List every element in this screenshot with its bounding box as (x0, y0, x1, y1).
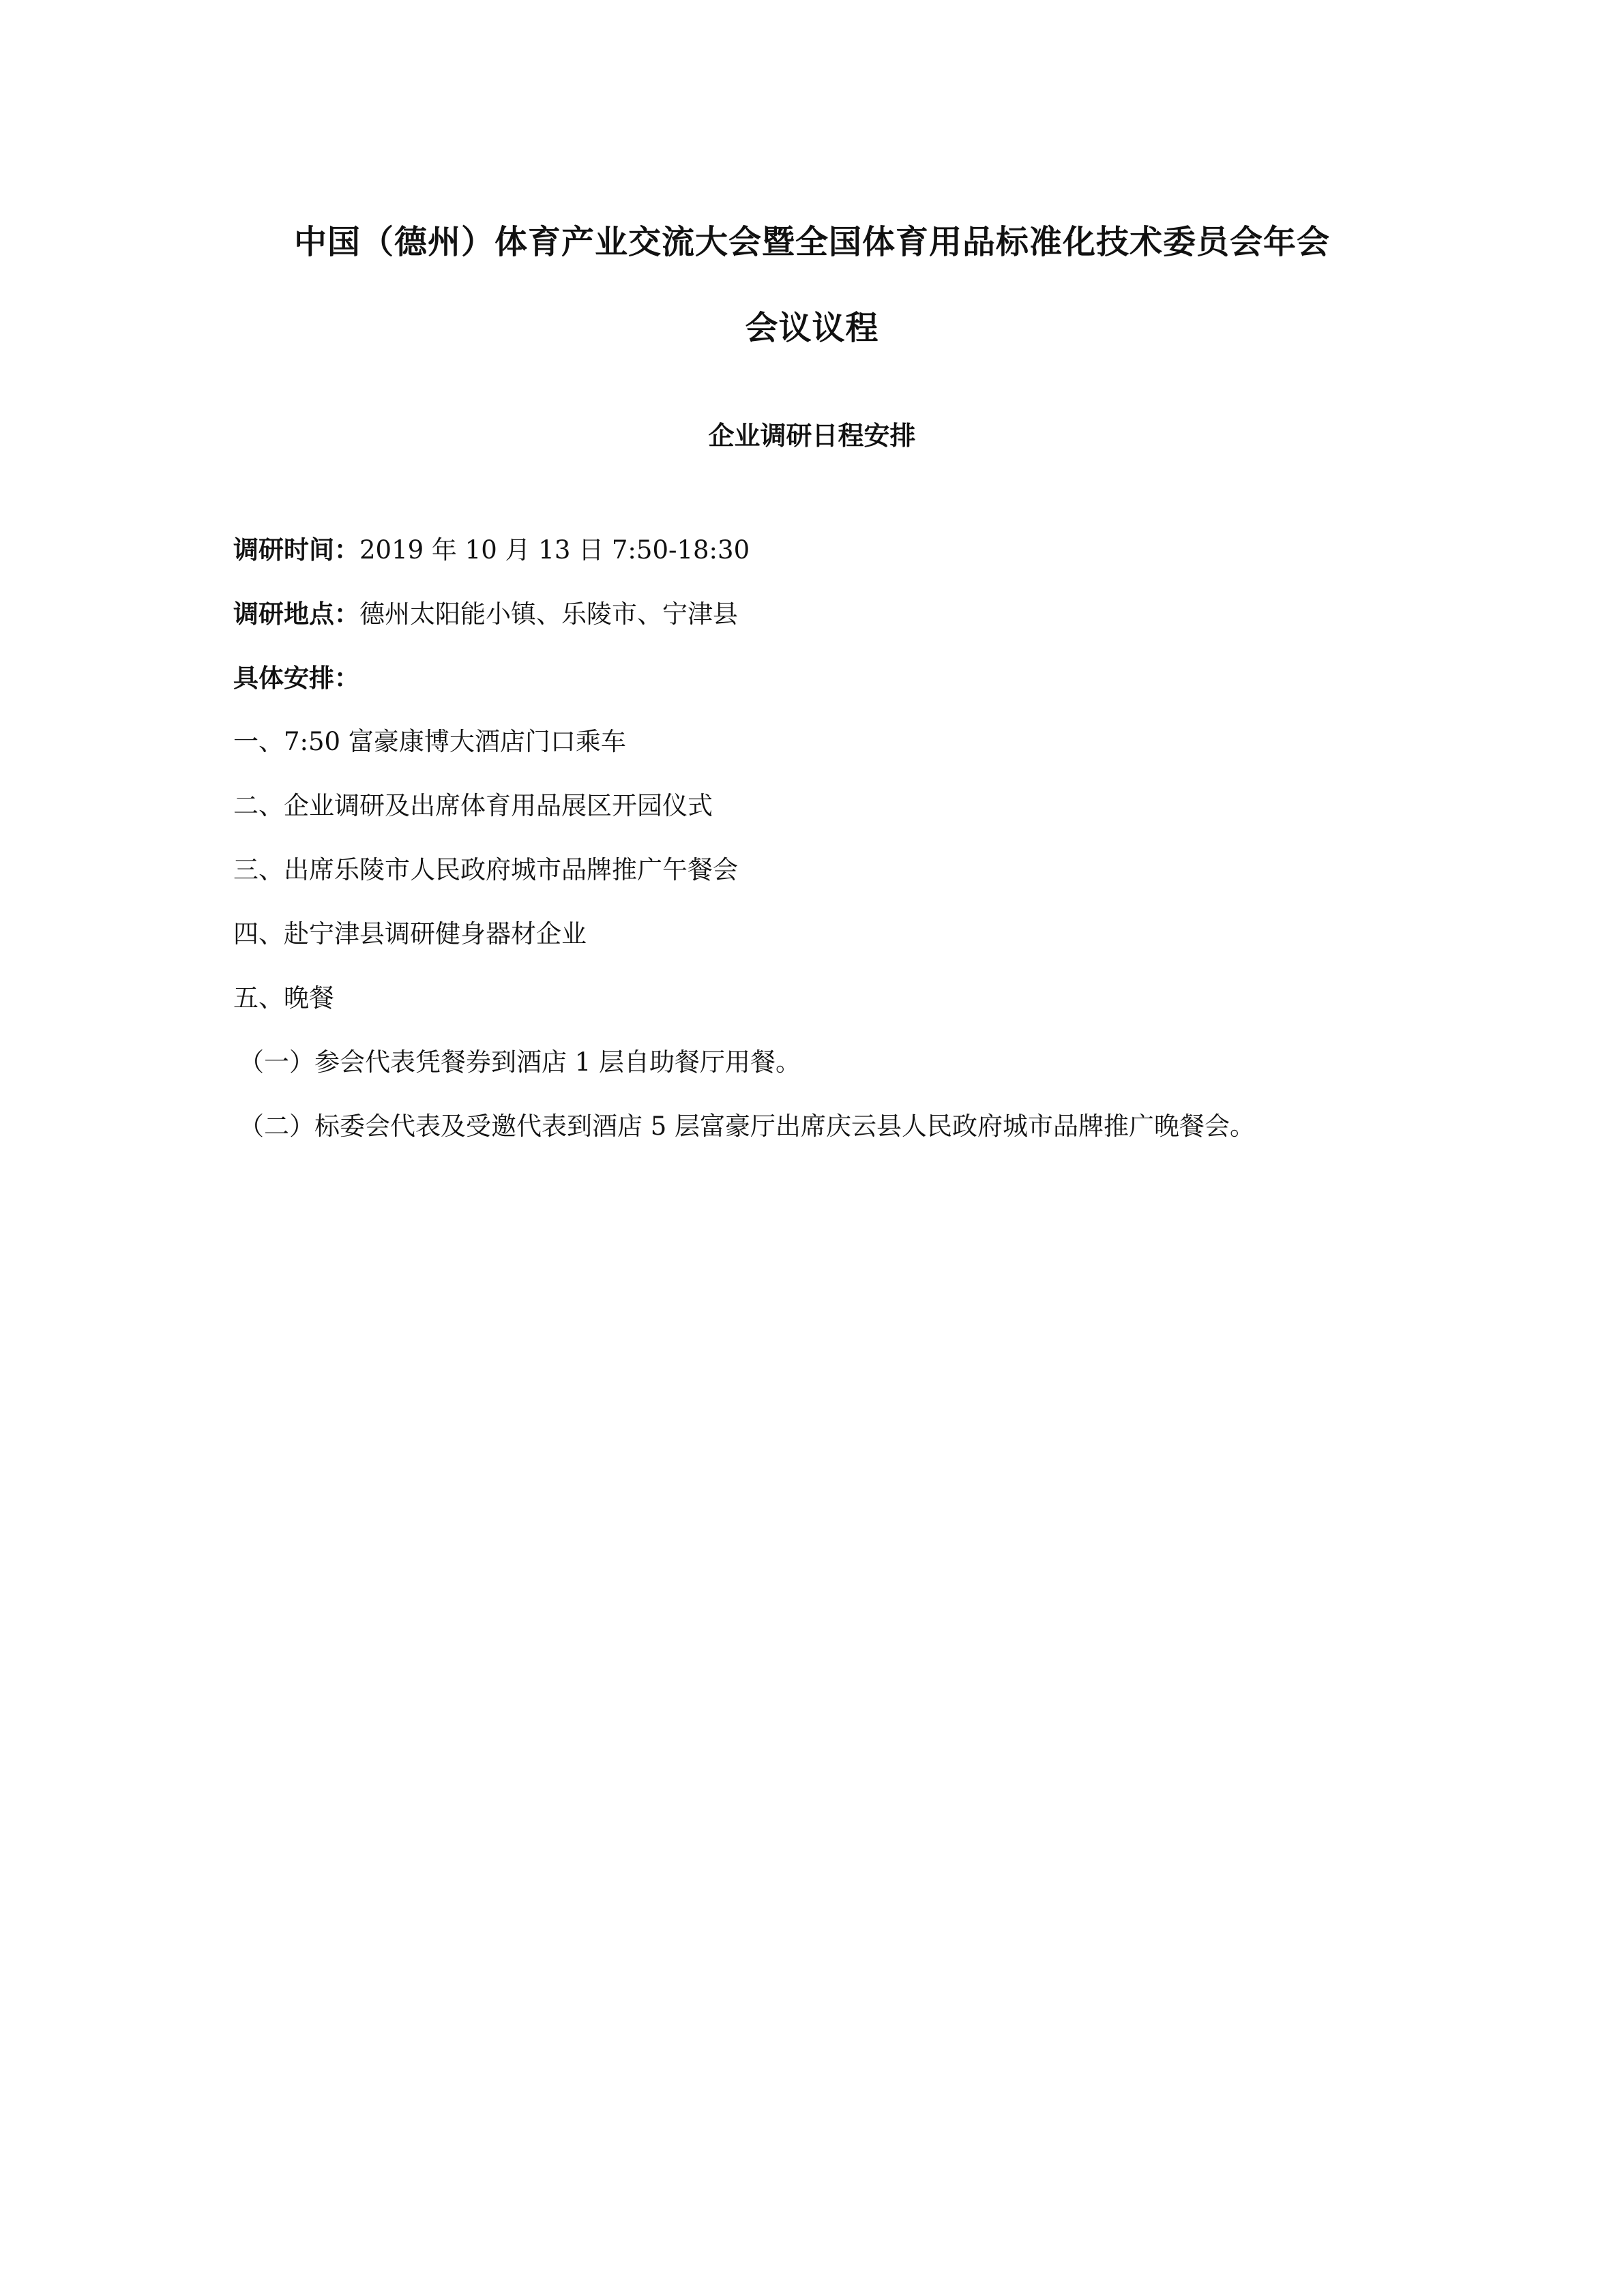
schedule-item: 二、企业调研及出席体育用品展区开园仪式 (233, 791, 713, 820)
document-title: 中国（德州）体育产业交流大会暨全国体育用品标准化技术委员会年会 (293, 223, 1330, 261)
research-time-value: 2019 年 10 月 13 日 7:50-18:30 (359, 535, 750, 565)
section-heading: 企业调研日程安排 (708, 420, 916, 451)
schedule-item: 一、7:50 富豪康博大酒店门口乘车 (233, 727, 626, 756)
research-place-row (233, 597, 738, 631)
research-place-value: 德州太阳能小镇、乐陵市、宁津县 (359, 599, 738, 629)
dinner-detail-item: （二）标委会代表及受邀代表到酒店 5 层富豪厅出席庆云县人民政府城市品牌推广晚餐会。 (239, 1112, 1256, 1141)
research-place-label: 调研地点： (233, 599, 359, 629)
dinner-detail-item: （一）参会代表凭餐券到酒店 1 层自助餐厅用餐。 (239, 1047, 801, 1077)
schedule-item: 三、出席乐陵市人民政府城市品牌推广午餐会 (233, 855, 738, 884)
document-title-agenda: 会议议程 (745, 309, 879, 347)
arrangement-label: 具体安排： (233, 663, 359, 693)
schedule-item: 四、赴宁津县调研健身器材企业 (233, 919, 587, 949)
research-time-label: 调研时间： (233, 535, 359, 565)
research-time-row (233, 533, 750, 567)
schedule-item: 五、晚餐 (233, 983, 334, 1013)
